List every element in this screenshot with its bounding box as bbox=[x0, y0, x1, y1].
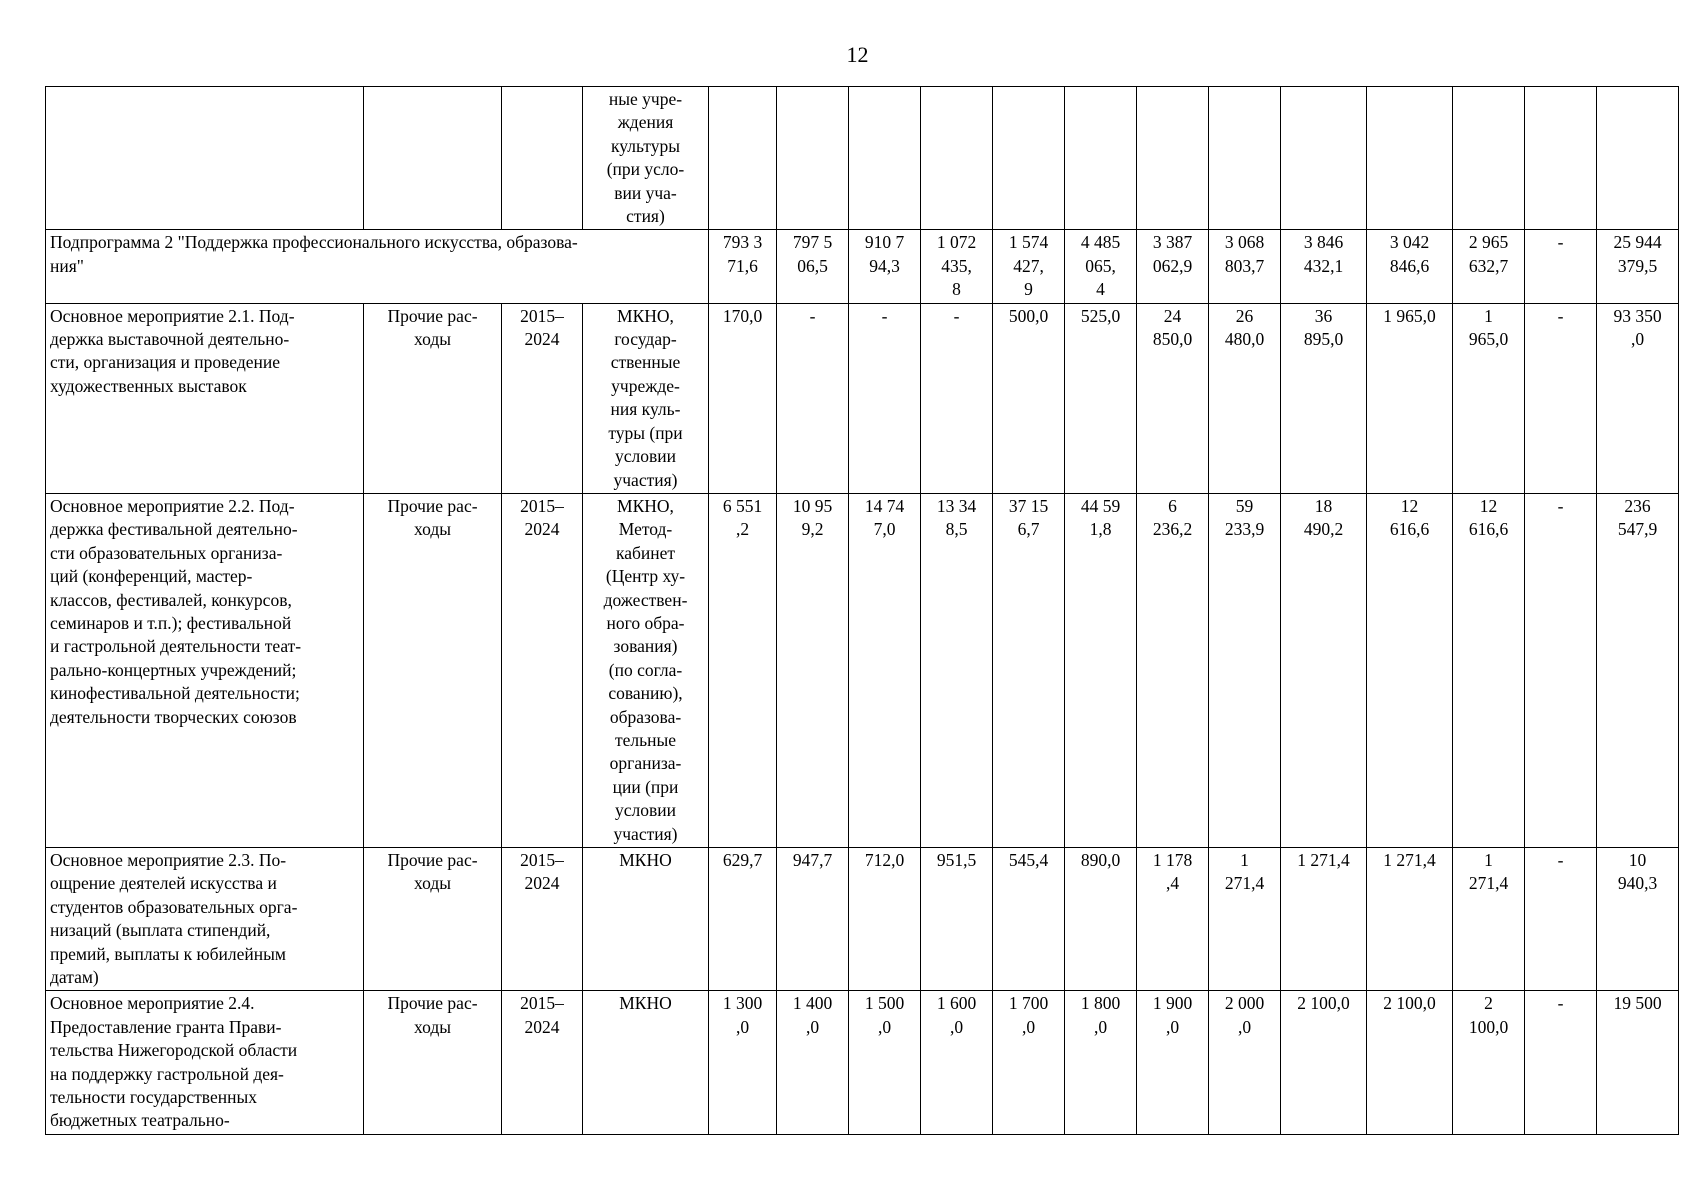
value-cell: 1 800 ,0 bbox=[1065, 991, 1137, 1134]
value-cell: 37 15 6,7 bbox=[993, 493, 1065, 847]
value-cell: 1 072 435, 8 bbox=[921, 230, 993, 303]
value-cell: 2 000 ,0 bbox=[1209, 991, 1281, 1134]
value-cell: 12 616,6 bbox=[1453, 493, 1525, 847]
value-cell: 10 95 9,2 bbox=[777, 493, 849, 847]
value-cell: - bbox=[777, 303, 849, 493]
value-cell: 6 551 ,2 bbox=[709, 493, 777, 847]
table-cell bbox=[777, 87, 849, 230]
table-row bbox=[46, 848, 1679, 991]
value-cell: 629,7 bbox=[709, 848, 777, 991]
table-cell bbox=[993, 87, 1065, 230]
measure-name: Основное мероприятие 2.4. Предоставление гранта Прави- тельства Нижегородской области на поддержку гастрольной дея- тельности государственных бюджетных театрально- bbox=[46, 991, 364, 1134]
table-cell bbox=[849, 87, 921, 230]
period: 2015– 2024 bbox=[502, 303, 583, 493]
value-cell: 1 271,4 bbox=[1281, 848, 1367, 991]
table-cell bbox=[921, 87, 993, 230]
total-cell: 25 944 379,5 bbox=[1597, 230, 1679, 303]
executor-cell: МКНО bbox=[583, 991, 709, 1134]
value-cell: 947,7 bbox=[777, 848, 849, 991]
value-cell: 1 400 ,0 bbox=[777, 991, 849, 1134]
value-cell: 1 700 ,0 bbox=[993, 991, 1065, 1134]
value-cell: 2 100,0 bbox=[1281, 991, 1367, 1134]
table-cell bbox=[1453, 87, 1525, 230]
value-cell: 2 965 632,7 bbox=[1453, 230, 1525, 303]
period: 2015– 2024 bbox=[502, 848, 583, 991]
value-cell: 2 100,0 bbox=[1453, 991, 1525, 1134]
value-cell: 4 485 065, 4 bbox=[1065, 230, 1137, 303]
value-cell: 910 7 94,3 bbox=[849, 230, 921, 303]
measure-name: Основное мероприятие 2.2. Под- держка фестивальной деятельно- сти образовательных организа- ций (конференций, мастер- классов, фестивалей, конкурсов, семинаров и т.п.); фестивальной и гастрольной деятельности теат- рально-концертных учреждений; кинофестивальной деятельности; деятельности творческих союзов bbox=[46, 493, 364, 847]
value-cell: 59 233,9 bbox=[1209, 493, 1281, 847]
value-cell: 36 895,0 bbox=[1281, 303, 1367, 493]
value-cell: 1 900 ,0 bbox=[1137, 991, 1209, 1134]
table-cell bbox=[1367, 87, 1453, 230]
value-cell: 1 178 ,4 bbox=[1137, 848, 1209, 991]
value-cell: 2 100,0 bbox=[1367, 991, 1453, 1134]
page-number: 12 bbox=[846, 42, 869, 67]
value-cell: 18 490,2 bbox=[1281, 493, 1367, 847]
total-cell: 10 940,3 bbox=[1597, 848, 1679, 991]
value-cell: 1 271,4 bbox=[1209, 848, 1281, 991]
budget-table bbox=[45, 86, 1679, 1135]
table-cell bbox=[1281, 87, 1367, 230]
value-cell: 1 500 ,0 bbox=[849, 991, 921, 1134]
value-cell: 14 74 7,0 bbox=[849, 493, 921, 847]
value-cell: 525,0 bbox=[1065, 303, 1137, 493]
table-cell bbox=[46, 87, 364, 230]
subprogram-title: Подпрограмма 2 "Поддержка профессионального искусства, образова- ния" bbox=[46, 230, 709, 303]
value-cell: - bbox=[849, 303, 921, 493]
table-row bbox=[46, 493, 1679, 847]
period: 2015– 2024 bbox=[502, 493, 583, 847]
executor-cell: МКНО, государ- ственные учрежде- ния куль- туры (при условии участия) bbox=[583, 303, 709, 493]
measure-name: Основное мероприятие 2.1. Под- держка выставочной деятельно- сти, организация и проведение художественных выставок bbox=[46, 303, 364, 493]
executor-cell: МКНО, Метод- кабинет (Центр ху- дожествен- ного обра- зования) (по согла- сованию), образова- тельные организа- ции (при условии участия) bbox=[583, 493, 709, 847]
total-cell: 19 500 bbox=[1597, 991, 1679, 1134]
value-cell: 1 965,0 bbox=[1367, 303, 1453, 493]
period: 2015– 2024 bbox=[502, 991, 583, 1134]
measure-name: Основное мероприятие 2.3. По- ощрение деятелей искусства и студентов образовательных орга- низаций (выплата стипендий, премий, выплаты к юбилейным датам) bbox=[46, 848, 364, 991]
value-cell: 1 600 ,0 bbox=[921, 991, 993, 1134]
expense-type: Прочие рас- ходы bbox=[364, 493, 502, 847]
value-cell: 951,5 bbox=[921, 848, 993, 991]
table-cell bbox=[1065, 87, 1137, 230]
value-cell: 793 3 71,6 bbox=[709, 230, 777, 303]
value-cell: 500,0 bbox=[993, 303, 1065, 493]
executor-cell: ные учре- ждения культуры (при усло- вии уча- стия) bbox=[583, 87, 709, 230]
value-cell: 44 59 1,8 bbox=[1065, 493, 1137, 847]
value-cell: 1 574 427, 9 bbox=[993, 230, 1065, 303]
value-cell: 545,4 bbox=[993, 848, 1065, 991]
value-cell: - bbox=[1525, 991, 1597, 1134]
value-cell: - bbox=[1525, 303, 1597, 493]
expense-type: Прочие рас- ходы bbox=[364, 848, 502, 991]
value-cell: - bbox=[1525, 230, 1597, 303]
total-cell: 236 547,9 bbox=[1597, 493, 1679, 847]
value-cell: 712,0 bbox=[849, 848, 921, 991]
table-cell bbox=[1597, 87, 1679, 230]
value-cell: 24 850,0 bbox=[1137, 303, 1209, 493]
value-cell: 13 34 8,5 bbox=[921, 493, 993, 847]
table-row bbox=[46, 87, 1679, 230]
table-cell bbox=[364, 87, 502, 230]
value-cell: 6 236,2 bbox=[1137, 493, 1209, 847]
value-cell: - bbox=[1525, 848, 1597, 991]
table-cell bbox=[1525, 87, 1597, 230]
value-cell: - bbox=[921, 303, 993, 493]
value-cell: 12 616,6 bbox=[1367, 493, 1453, 847]
value-cell: 890,0 bbox=[1065, 848, 1137, 991]
value-cell: 3 068 803,7 bbox=[1209, 230, 1281, 303]
table-cell bbox=[1209, 87, 1281, 230]
expense-type: Прочие рас- ходы bbox=[364, 303, 502, 493]
value-cell: - bbox=[1525, 493, 1597, 847]
table-row bbox=[46, 303, 1679, 493]
value-cell: 3 387 062,9 bbox=[1137, 230, 1209, 303]
value-cell: 3 042 846,6 bbox=[1367, 230, 1453, 303]
table-cell bbox=[502, 87, 583, 230]
value-cell: 1 271,4 bbox=[1453, 848, 1525, 991]
value-cell: 170,0 bbox=[709, 303, 777, 493]
expense-type: Прочие рас- ходы bbox=[364, 991, 502, 1134]
table-cell bbox=[1137, 87, 1209, 230]
table-row bbox=[46, 991, 1679, 1134]
value-cell: 1 271,4 bbox=[1367, 848, 1453, 991]
table-cell bbox=[709, 87, 777, 230]
value-cell: 26 480,0 bbox=[1209, 303, 1281, 493]
value-cell: 3 846 432,1 bbox=[1281, 230, 1367, 303]
table-row bbox=[46, 230, 1679, 303]
value-cell: 1 965,0 bbox=[1453, 303, 1525, 493]
value-cell: 1 300 ,0 bbox=[709, 991, 777, 1134]
value-cell: 797 5 06,5 bbox=[777, 230, 849, 303]
total-cell: 93 350 ,0 bbox=[1597, 303, 1679, 493]
executor-cell: МКНО bbox=[583, 848, 709, 991]
